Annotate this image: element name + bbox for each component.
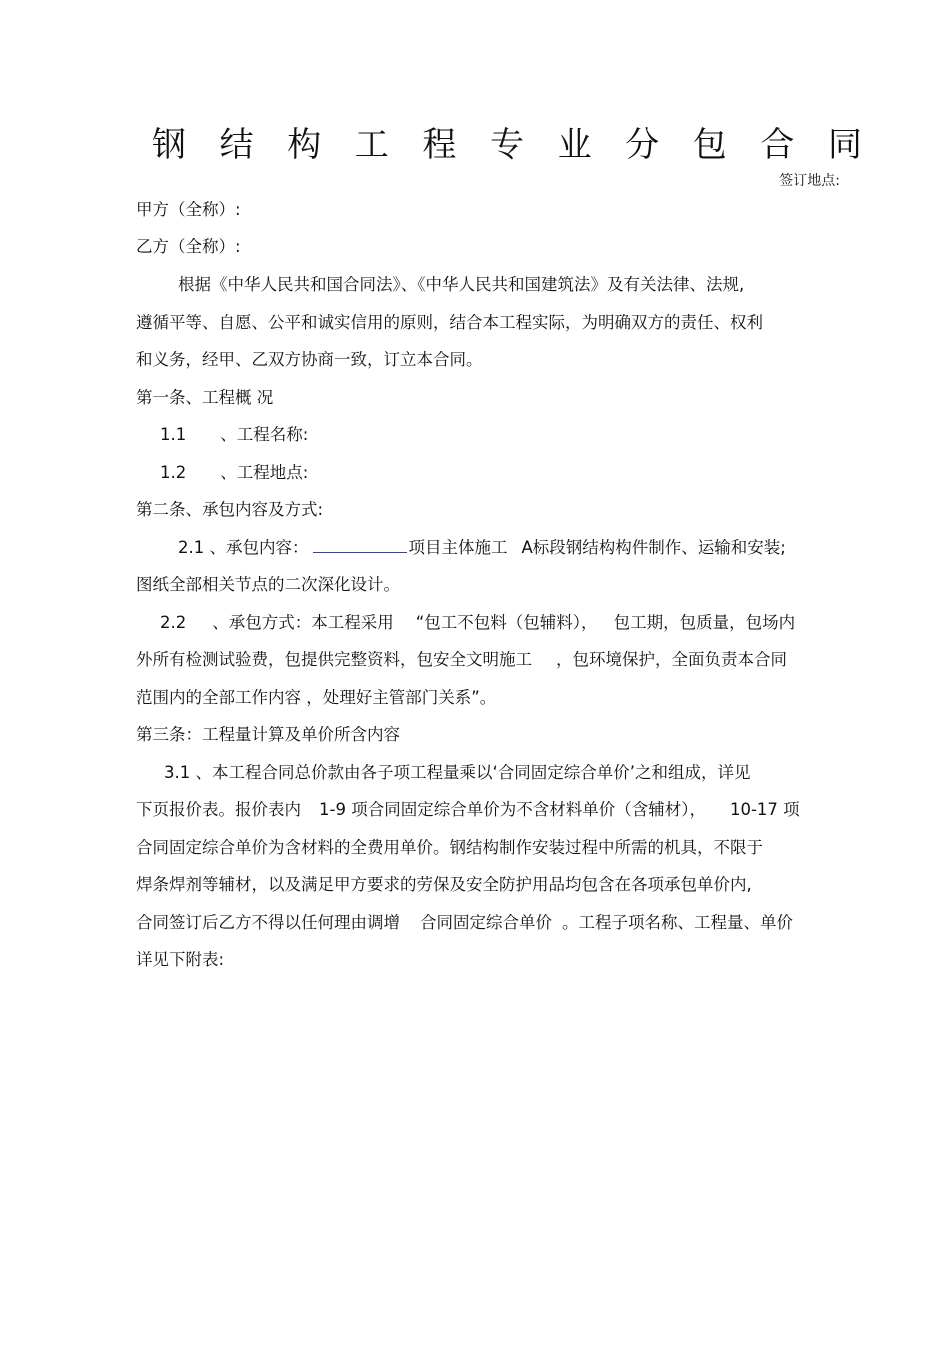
title-char: 专 <box>489 125 524 165</box>
title-char: 业 <box>557 125 592 165</box>
intro-line-1: 根据《中华人民共和国合同法》、《中华人民共和国建筑法》及有关法律、法规, <box>178 275 745 294</box>
article-3-heading: 第三条：工程量计算及单价所含内容 <box>136 725 400 744</box>
party-b-label: 乙方（全称）: <box>136 237 241 256</box>
item-text: 、承包方式：本工程采用 <box>212 613 394 632</box>
article-1-heading: 第一条、工程概 况 <box>136 388 274 407</box>
item-number: 1.1 <box>160 425 187 444</box>
item-text: 合同固定综合单价 <box>420 913 552 932</box>
item-number: 2.2 <box>160 613 187 632</box>
sign-place-label: 签订地点: <box>779 173 840 189</box>
article-3-line-2 <box>136 798 800 822</box>
intro-line-2: 遵循平等、自愿、公平和诚实信用的原则，结合本工程实际，为明确双方的责任、权利 <box>136 313 763 332</box>
item-text: 外所有检测试验费，包提供完整资料，包安全文明施工 <box>136 650 532 669</box>
item-text: 。工程子项名称、工程量、单价 <box>562 913 793 932</box>
article-2-heading: 第二条、承包内容及方式: <box>136 500 324 519</box>
item-text: 、工程名称: <box>220 425 309 444</box>
intro-line-3: 和义务，经甲、乙双方协商一致，订立本合同。 <box>136 350 483 369</box>
title-char: 结 <box>219 125 254 165</box>
article-2-item-1-line-2: 图纸全部相关节点的二次深化设计。 <box>136 575 400 594</box>
item-text: 项目主体施工 <box>408 538 508 557</box>
project-name-blank[interactable] <box>313 536 407 553</box>
article-3-line-6: 详见下附表: <box>136 950 225 969</box>
title-char: 分 <box>625 125 660 165</box>
article-1-item-1 <box>160 423 308 447</box>
item-text: “包工不包料（包辅料）， <box>415 613 598 632</box>
item-number: 1.2 <box>160 463 187 482</box>
item-text: 包工期，包质量，包场内 <box>613 613 796 632</box>
article-3-line-5 <box>136 911 793 935</box>
party-a-label: 甲方（全称）: <box>136 200 241 219</box>
item-text: 、工程地点: <box>220 463 309 482</box>
title-char: 合 <box>760 125 795 165</box>
article-3-line-3: 合同固定综合单价为含材料的全费用单价。钢结构制作安装过程中所需的机具，不限于 <box>136 838 763 857</box>
article-2-item-2-line-2 <box>136 648 787 672</box>
document-title <box>152 120 862 170</box>
title-char: 钢 <box>152 125 186 165</box>
title-char: 同 <box>827 125 862 165</box>
article-2-item-1 <box>178 536 786 560</box>
title-char: 构 <box>287 125 322 165</box>
item-text: A标段钢结构构件制作、运输和安装; <box>521 538 786 557</box>
article-1-item-2 <box>160 461 308 485</box>
article-2-item-2-line-3: 范围内的全部工作内容 ，处理好主管部门关系”。 <box>136 688 497 707</box>
item-text: 1-9 项合同固定综合单价为不含材料单价（含辅材）， <box>319 800 706 819</box>
title-char: 包 <box>692 125 727 165</box>
title-char: 程 <box>422 125 457 165</box>
article-3-line-1: 3.1 、本工程合同总价款由各子项工程量乘以‘合同固定综合单价’之和组成，详见 <box>164 763 751 782</box>
item-text: 合同签订后乙方不得以任何理由调增 <box>136 913 400 932</box>
article-3-line-4: 焊条焊剂等辅材，以及满足甲方要求的劳保及安全防护用品均包含在各项承包单价内, <box>136 875 752 894</box>
item-text: ，包环境保护，全面负责本合同 <box>556 650 787 669</box>
item-text: 下页报价表。报价表内 <box>136 800 301 819</box>
item-text: 2.1 、承包内容： <box>178 538 309 557</box>
article-2-item-2 <box>160 611 795 635</box>
title-char: 工 <box>354 125 389 165</box>
item-text: 10-17 项 <box>729 800 800 819</box>
